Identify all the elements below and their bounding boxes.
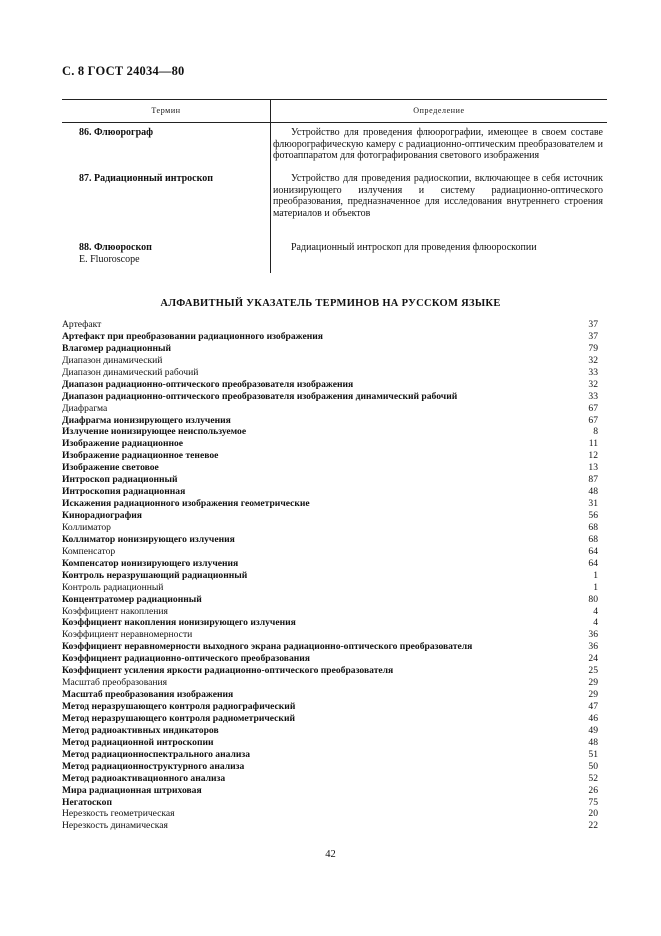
index-term: Диафрагма <box>62 402 108 414</box>
index-page-ref: 26 <box>588 784 598 796</box>
index-page-ref: 1 <box>593 581 598 593</box>
index-entry <box>62 773 598 785</box>
term-english-equivalent: E. Fluoroscope <box>79 254 140 265</box>
index-term: Коэффициент накопления ионизирующего излучения <box>62 617 296 629</box>
index-page-ref: 87 <box>588 474 598 486</box>
index-term: Влагомер радиационный <box>62 342 172 354</box>
index-page-ref: 75 <box>588 796 598 808</box>
index-term: Коллиматор <box>62 521 111 533</box>
index-page-ref: 24 <box>588 653 598 665</box>
index-page-ref: 8 <box>593 426 598 438</box>
index-page-ref: 36 <box>588 641 598 653</box>
index-page-ref: 12 <box>588 450 598 462</box>
index-entry <box>62 570 598 582</box>
index-entry <box>62 617 598 629</box>
index-entry <box>62 629 598 641</box>
index-entry <box>62 462 598 474</box>
index-page-ref: 32 <box>588 354 598 366</box>
index-entry <box>62 737 598 749</box>
index-page-ref: 1 <box>593 569 598 581</box>
index-term: Контроль неразрушающий радиационный <box>62 569 248 581</box>
index-term: Кинорадиография <box>62 510 142 521</box>
index-page-ref: 56 <box>588 510 598 521</box>
index-page-ref: 49 <box>588 724 598 736</box>
index-page-ref: 36 <box>588 629 598 641</box>
index-page-ref: 51 <box>588 748 598 760</box>
index-term: Метод радиоактивных индикаторов <box>62 724 219 736</box>
index-term: Метод радиоактивационного анализа <box>62 772 226 784</box>
index-entry <box>62 701 598 713</box>
index-term: Коэффициент неравномерности <box>62 629 193 641</box>
index-term: Метод неразрушающего контроля радиометрический <box>62 712 295 724</box>
page-header: С. 8 ГОСТ 24034—80 <box>62 64 185 78</box>
index-entry <box>62 606 598 618</box>
index-entry <box>62 391 598 403</box>
definition-cell: Устройство для проведения флюорографии, имеющее в своем составе флюорографическую камеру с радиационно-оптическим преобразователем и фотоаппаратом для фотографирования светового изображения <box>273 127 603 161</box>
index-page-ref: 4 <box>593 617 598 629</box>
index-page-ref: 46 <box>588 712 598 724</box>
index-page-ref: 67 <box>588 402 598 414</box>
index-entry <box>62 522 598 534</box>
index-page-ref: 68 <box>588 533 598 545</box>
index-entry <box>62 689 598 701</box>
index-entry <box>62 403 598 415</box>
index-page-ref: 22 <box>588 820 598 832</box>
index-entry <box>62 331 598 343</box>
index-page-ref: 64 <box>588 557 598 569</box>
index-entry <box>62 534 598 546</box>
index-term: Артефакт <box>62 319 102 330</box>
index-list <box>62 319 598 832</box>
index-term: Масштаб преобразования <box>62 677 168 689</box>
index-page-ref: 33 <box>588 390 598 402</box>
index-entry <box>62 438 598 450</box>
index-entry <box>62 474 598 486</box>
index-entry <box>62 355 598 367</box>
index-page-ref: 64 <box>588 545 598 557</box>
index-term: Изображение световое <box>62 462 159 474</box>
definition-cell: Радиационный интроскоп для проведения флюороскопии <box>291 242 537 253</box>
index-entry <box>62 808 598 820</box>
table-body <box>62 123 607 273</box>
index-term: Интроскопия радиационная <box>62 486 186 498</box>
page-number: 42 <box>325 849 336 860</box>
index-entry <box>62 749 598 761</box>
index-term: Диапазон динамический <box>62 354 163 366</box>
terms-table <box>62 99 607 273</box>
index-entry <box>62 546 598 558</box>
index-page-ref: 20 <box>588 808 598 820</box>
index-entry <box>62 498 598 510</box>
index-term: Концентратомер радиационный <box>62 593 202 605</box>
index-term: Мира радиационная штриховая <box>62 784 202 796</box>
index-term: Метод радиационноспектрального анализа <box>62 748 251 760</box>
term-name: 87. Радиационный интроскоп <box>79 173 213 184</box>
index-term: Компенсатор <box>62 545 116 557</box>
index-entry <box>62 450 598 462</box>
index-page-ref: 48 <box>588 736 598 748</box>
index-page-ref: 31 <box>588 498 598 510</box>
term-name: 88. Флюороскоп <box>79 242 152 253</box>
index-entry <box>62 558 598 570</box>
index-page-ref: 37 <box>588 319 598 330</box>
index-page-ref: 37 <box>588 330 598 342</box>
index-page-ref: 13 <box>588 462 598 474</box>
index-page-ref: 68 <box>588 521 598 533</box>
index-entry <box>62 797 598 809</box>
table-row <box>62 173 607 219</box>
index-term: Артефакт при преобразовании радиационного изображения <box>62 330 323 342</box>
index-term: Излучение ионизирующее неиспользуемое <box>62 426 247 438</box>
index-term: Нерезкость динамическая <box>62 820 168 832</box>
index-term: Метод радиационной интроскопии <box>62 736 214 748</box>
index-term: Диапазон радиационно-оптического преобразователя изображения динамический рабочий <box>62 390 458 402</box>
column-header-term: Термин <box>62 100 271 122</box>
index-page-ref: 29 <box>588 689 598 701</box>
term-cell <box>62 127 270 162</box>
index-page-ref: 47 <box>588 701 598 712</box>
index-page-ref: 48 <box>588 486 598 498</box>
term-name: 86. Флюорограф <box>79 127 154 138</box>
index-title: АЛФАВИТНЫЙ УКАЗАТЕЛЬ ТЕРМИНОВ НА РУССКОМ ЯЗЫКЕ <box>160 298 501 309</box>
index-term: Коэффициент накопления <box>62 605 168 617</box>
index-page-ref: 33 <box>588 366 598 378</box>
table-row <box>62 242 607 266</box>
index-term: Контроль радиационный <box>62 581 164 593</box>
column-header-definition: Определение <box>413 106 465 115</box>
index-term: Изображение радиационное <box>62 438 184 450</box>
index-term: Компенсатор ионизирующего излучения <box>62 557 239 569</box>
index-page-ref: 4 <box>593 605 598 617</box>
index-page-ref: 32 <box>588 378 598 390</box>
index-entry <box>62 653 598 665</box>
index-term: Метод неразрушающего контроля радиографический <box>62 701 296 712</box>
index-entry <box>62 379 598 391</box>
index-page-ref: 25 <box>588 665 598 677</box>
index-page-ref: 29 <box>588 677 598 689</box>
table-header-row <box>62 100 607 123</box>
index-page-ref: 11 <box>588 438 598 450</box>
index-entry <box>62 594 598 606</box>
index-entry <box>62 820 598 832</box>
index-entry <box>62 665 598 677</box>
index-term: Диафрагма ионизирующего излучения <box>62 414 231 426</box>
index-entry <box>62 725 598 737</box>
index-term: Нерезкость геометрическая <box>62 808 175 820</box>
index-page-ref: 50 <box>588 760 598 772</box>
index-entry <box>62 582 598 594</box>
definition-cell: Устройство для проведения радиоскопии, включающее в себя источник ионизирующего излучения и систему радиационно-оптического преобразования, предназначенное для исследования внутреннего строения материалов и объектов <box>273 173 603 219</box>
index-page-ref: 67 <box>588 414 598 426</box>
index-entry <box>62 415 598 427</box>
index-term: Интроскоп радиационный <box>62 474 178 486</box>
index-entry <box>62 677 598 689</box>
table-row <box>62 127 607 162</box>
index-page-ref: 80 <box>588 593 598 605</box>
index-term: Изображение радиационное теневое <box>62 450 219 462</box>
index-entry <box>62 486 598 498</box>
index-term: Искажения радиационного изображения геометрические <box>62 498 310 510</box>
index-term: Негатоскоп <box>62 796 112 808</box>
index-entry <box>62 713 598 725</box>
index-term: Метод радиационноструктурного анализа <box>62 760 245 772</box>
term-cell <box>62 242 270 266</box>
index-term: Коэффициент неравномерности выходного экрана радиационно-оптического преобразователя <box>62 641 473 653</box>
index-entry <box>62 319 598 331</box>
index-term: Диапазон радиационно-оптического преобразователя изображения <box>62 378 354 390</box>
index-entry <box>62 367 598 379</box>
index-page-ref: 79 <box>588 342 598 354</box>
index-entry <box>62 426 598 438</box>
index-term: Диапазон динамический рабочий <box>62 366 199 378</box>
term-cell <box>62 173 270 219</box>
index-term: Коллиматор ионизирующего излучения <box>62 533 235 545</box>
index-entry <box>62 343 598 355</box>
index-term: Коэффициент усиления яркости радиационно-оптического преобразователя <box>62 665 394 677</box>
index-entry <box>62 641 598 653</box>
index-term: Масштаб преобразования изображения <box>62 689 234 701</box>
index-page-ref: 52 <box>588 772 598 784</box>
index-entry <box>62 761 598 773</box>
index-term: Коэффициент радиационно-оптического преобразования <box>62 653 310 665</box>
index-entry <box>62 785 598 797</box>
index-entry <box>62 510 598 522</box>
